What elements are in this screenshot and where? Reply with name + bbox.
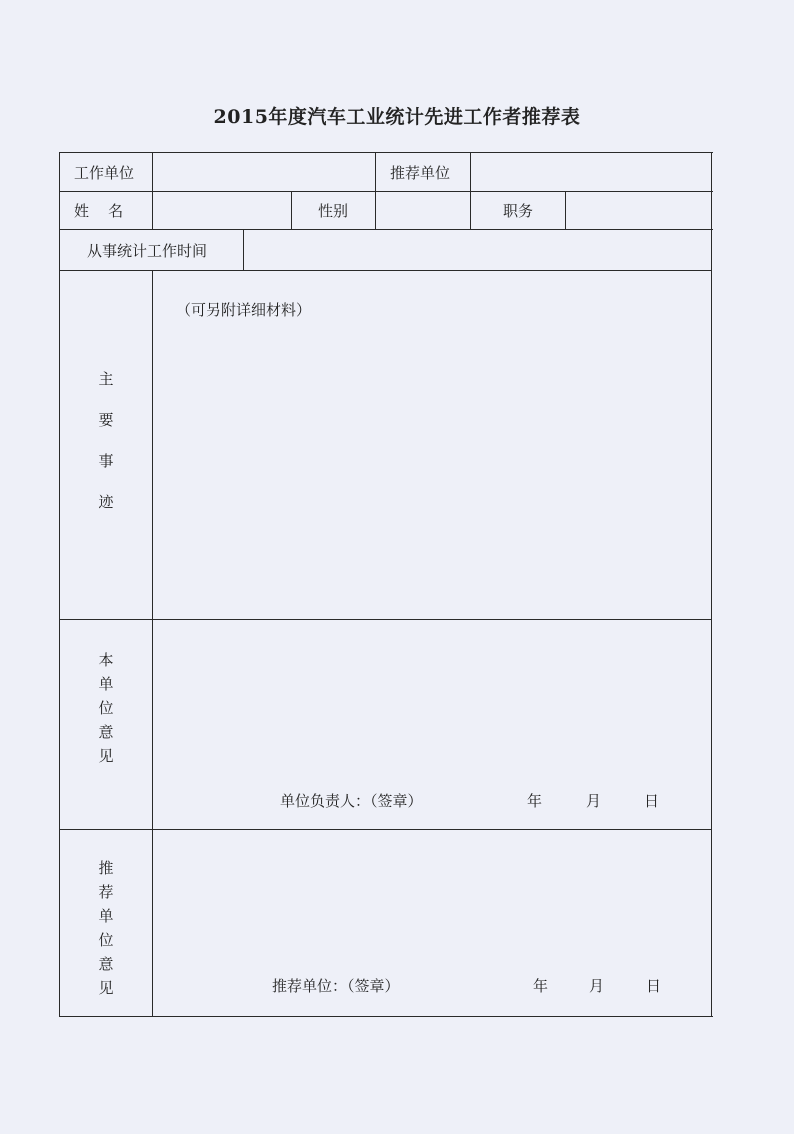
recommend-opinion-label-char: 见	[98, 979, 114, 997]
recommend-opinion-field[interactable]	[154, 831, 710, 966]
gender-label: 性别	[318, 202, 349, 220]
unit-signer-label: 单位负责人：（签章）	[280, 792, 423, 810]
deeds-label-char: 事	[98, 452, 114, 470]
recommend-opinion-label-char: 位	[98, 931, 114, 949]
deeds-field[interactable]	[154, 272, 710, 618]
recommend-opinion-label	[96, 856, 116, 1000]
gender-field[interactable]	[377, 192, 469, 228]
unit-day-label: 日	[644, 792, 660, 810]
form-title: 2015年度汽车工业统计先进工作者推荐表	[213, 106, 581, 128]
recommend-year-label: 年	[533, 977, 549, 995]
position-field[interactable]	[567, 192, 710, 228]
deeds-label	[96, 372, 116, 536]
unit-opinion-label-char: 位	[98, 699, 114, 717]
unit-month-label: 月	[586, 792, 602, 810]
work-unit-label: 工作单位	[74, 164, 135, 182]
work-unit-field[interactable]	[154, 153, 374, 190]
recommend-unit-label: 推荐单位	[390, 164, 451, 182]
recommend-day-label: 日	[646, 977, 662, 995]
unit-opinion-field[interactable]	[154, 621, 710, 781]
unit-opinion-label-char: 单	[98, 675, 114, 693]
name-field[interactable]	[154, 192, 290, 228]
unit-year-label: 年	[527, 792, 543, 810]
unit-opinion-label-char: 意	[98, 723, 114, 741]
deeds-label-char: 迹	[98, 493, 114, 511]
work-time-label: 从事统计工作时间	[87, 242, 208, 260]
work-time-field[interactable]	[245, 231, 710, 269]
unit-opinion-label-char: 本	[98, 651, 114, 669]
unit-opinion-label	[96, 648, 116, 768]
recommend-month-label: 月	[589, 977, 605, 995]
recommend-opinion-label-char: 荐	[98, 883, 114, 901]
deeds-note: （可另附详细材料）	[176, 301, 312, 319]
recommend-opinion-label-char: 单	[98, 907, 114, 925]
recommend-unit-field[interactable]	[472, 153, 710, 190]
recommend-opinion-label-char: 意	[98, 955, 114, 973]
deeds-label-char: 要	[98, 411, 114, 429]
deeds-label-char: 主	[98, 370, 114, 388]
recommend-opinion-label-char: 推	[98, 859, 114, 877]
name-label: 姓 名	[74, 202, 124, 220]
position-label: 职务	[503, 202, 534, 220]
unit-opinion-label-char: 见	[98, 747, 114, 765]
recommend-signer-label: 推荐单位：（签章）	[272, 977, 400, 995]
